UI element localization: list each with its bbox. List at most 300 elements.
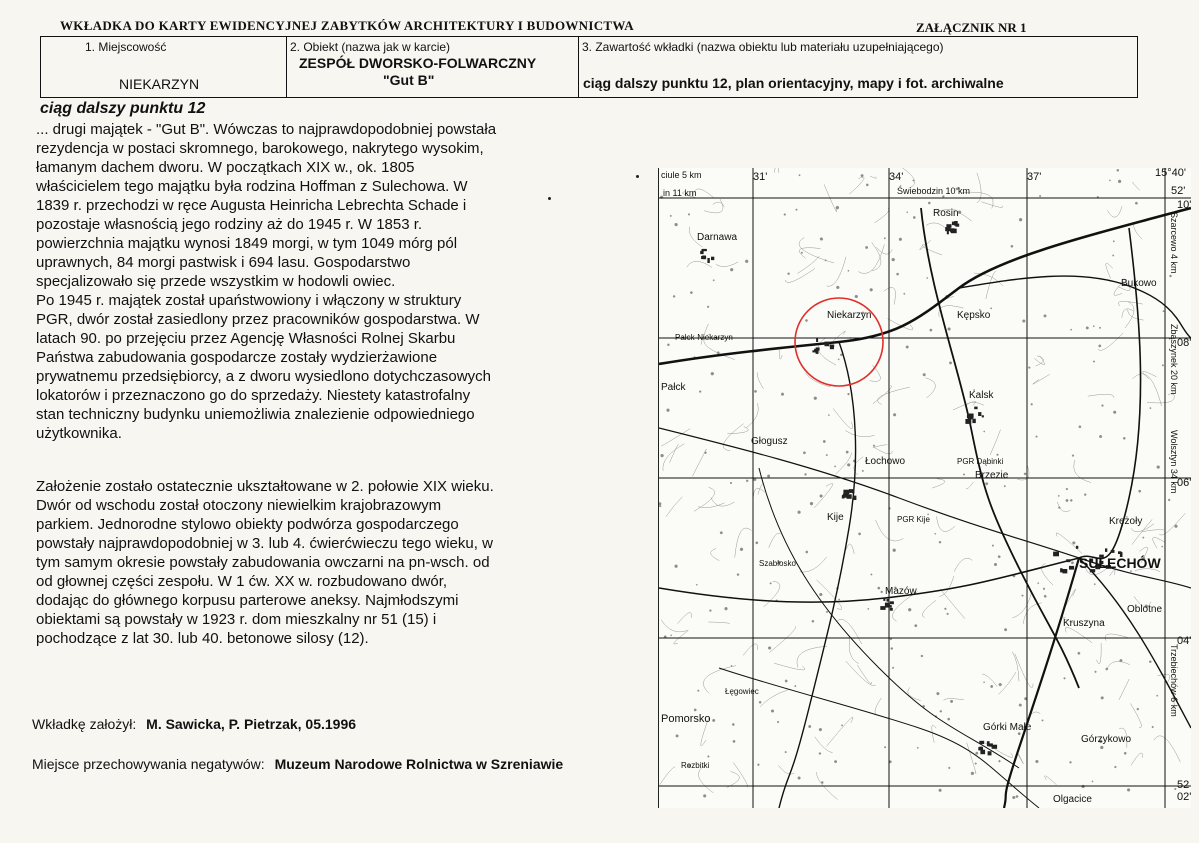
- vegetation-dot: [1024, 473, 1026, 475]
- vegetation-dot: [671, 635, 672, 636]
- text-line: powierzchnia majątku wynosi 1849 morgi, w tym 1049 mórg pól: [36, 235, 458, 252]
- vegetation-dot: [667, 344, 669, 346]
- vegetation-dot: [999, 683, 1002, 686]
- vegetation-dot: [848, 270, 849, 271]
- vegetation-dot: [891, 647, 893, 649]
- vegetation-dot: [730, 482, 732, 484]
- section-title: ciąg dalszy punktu 12: [40, 100, 206, 117]
- vegetation-dot: [1123, 437, 1125, 439]
- vegetation-dot: [1012, 796, 1015, 799]
- vegetation-dot: [1143, 537, 1145, 539]
- vegetation-dot: [712, 719, 715, 722]
- vegetation-dot: [841, 725, 842, 726]
- building-mark: [711, 257, 714, 260]
- vegetation-dot: [892, 667, 894, 669]
- text-line: Po 1945 r. majątek został upaństwowiony i włączony w struktury: [36, 292, 462, 309]
- vegetation-dot: [913, 180, 914, 181]
- vegetation-dot: [963, 474, 965, 476]
- vegetation-dot: [1084, 494, 1086, 496]
- vegetation-dot: [767, 475, 770, 478]
- vegetation-dot: [949, 362, 952, 365]
- building-mark: [842, 495, 846, 498]
- vegetation-dot: [935, 533, 936, 534]
- text-line: uprawnych, 84 morgi pastwisk i 694 lasu. Gospodarstwo: [36, 254, 411, 271]
- vegetation-dot: [733, 740, 735, 742]
- vegetation-dot: [1157, 466, 1160, 469]
- vegetation-dot: [1135, 202, 1137, 204]
- building-mark: [703, 257, 705, 260]
- map-edge-label: Trzebiechów 6 km: [1169, 644, 1179, 717]
- vegetation-dot: [1169, 275, 1171, 277]
- vegetation-dot: [732, 723, 734, 725]
- vegetation-dot: [770, 583, 772, 585]
- vegetation-dot: [930, 329, 932, 331]
- vegetation-dot: [892, 258, 895, 261]
- vegetation-dot: [707, 306, 709, 308]
- vegetation-dot: [709, 610, 711, 612]
- grid-label-right: 10': [1177, 199, 1191, 211]
- vegetation-dot: [1094, 584, 1095, 585]
- vegetation-dot: [1095, 671, 1097, 673]
- vegetation-dot: [1113, 411, 1116, 414]
- vegetation-dot: [848, 393, 850, 395]
- vegetation-dot: [826, 611, 828, 613]
- building-mark: [982, 415, 984, 417]
- author-line: [32, 716, 356, 732]
- vegetation-dot: [928, 202, 930, 204]
- place-label: Oblotne: [1127, 604, 1163, 615]
- vegetation-dot: [985, 482, 987, 484]
- vegetation-dot: [1004, 628, 1007, 631]
- vegetation-dot: [1120, 659, 1123, 662]
- vegetation-dot: [708, 756, 710, 758]
- vegetation-dot: [659, 502, 661, 505]
- text-line: Dwór od wschodu został otoczony niewielkim krajobrazowym: [36, 497, 442, 514]
- vegetation-dot: [806, 551, 808, 553]
- text-line: właścicielem tego majątku była rodzina Hoffman z Sulechowa. W: [36, 178, 468, 195]
- place-label: Łochowo: [865, 456, 906, 467]
- vegetation-dot: [838, 359, 839, 360]
- vegetation-dot: [997, 454, 999, 456]
- building-mark: [965, 419, 971, 424]
- vegetation-dot: [836, 286, 839, 289]
- vegetation-dot: [870, 288, 873, 291]
- vegetation-dot: [990, 308, 991, 309]
- vegetation-dot: [1163, 311, 1164, 312]
- vegetation-dot: [1106, 668, 1108, 670]
- vegetation-dot: [1112, 255, 1113, 256]
- vegetation-dot: [1019, 218, 1022, 221]
- vegetation-dot: [1099, 345, 1101, 347]
- text-line: Państwa zabudowania gospodarcze zostały wydzierżawione: [36, 349, 438, 366]
- vegetation-dot: [753, 478, 756, 481]
- vegetation-dot: [878, 587, 880, 589]
- vegetation-dot: [866, 184, 868, 186]
- place-label: Mazów: [885, 586, 917, 597]
- building-mark: [979, 747, 982, 751]
- vegetation-dot: [1118, 180, 1121, 183]
- vegetation-dot: [801, 252, 803, 254]
- place-label: Pałck-Niekarzyn: [675, 333, 733, 342]
- building-mark: [825, 342, 830, 347]
- vegetation-dot: [808, 725, 811, 728]
- place-label: PGR Dąbinki: [957, 457, 1004, 466]
- building-mark: [1053, 552, 1059, 557]
- building-mark: [853, 496, 857, 500]
- place-label: Krężoły: [1109, 516, 1143, 527]
- vegetation-dot: [1036, 760, 1039, 763]
- vegetation-dot: [1100, 746, 1103, 749]
- vegetation-dot: [999, 760, 1001, 762]
- vegetation-dot: [836, 206, 839, 209]
- building-mark: [812, 350, 815, 352]
- vegetation-dot: [948, 718, 950, 720]
- map-edge-label: Świebodzin 10 km: [897, 186, 971, 196]
- vegetation-dot: [1175, 525, 1178, 528]
- field-locality-value: NIEKARZYN: [119, 76, 200, 92]
- building-mark: [1069, 566, 1074, 570]
- building-mark: [702, 249, 707, 251]
- vegetation-dot: [805, 319, 807, 321]
- vegetation-dot: [937, 692, 940, 695]
- vegetation-dot: [862, 470, 864, 472]
- text-line: powstały najprawdopodobniej w 3. lub 4. ćwierćwieczu tego wieku, w: [36, 535, 493, 552]
- vegetation-dot: [1044, 595, 1046, 597]
- place-label: Olgacice: [1053, 794, 1092, 805]
- building-mark: [883, 598, 885, 601]
- vegetation-dot: [840, 354, 842, 356]
- vegetation-dot: [1058, 495, 1059, 496]
- building-mark: [1076, 546, 1078, 549]
- vegetation-dot: [1043, 588, 1045, 590]
- vegetation-dot: [670, 215, 672, 217]
- vegetation-dot: [697, 690, 699, 692]
- vegetation-dot: [1079, 426, 1081, 428]
- place-label: Niekarzyn: [827, 310, 872, 321]
- vegetation-dot: [855, 295, 858, 298]
- building-mark: [887, 599, 890, 602]
- building-mark: [890, 601, 894, 604]
- vegetation-dot: [871, 574, 872, 575]
- place-label: Kruszyna: [1063, 618, 1105, 629]
- vegetation-dot: [1093, 326, 1094, 327]
- building-mark: [945, 227, 950, 231]
- field-object-value-1: ZESPÓŁ DWORSKO-FOLWARCZNY: [299, 55, 537, 71]
- vegetation-dot: [1093, 361, 1095, 363]
- vegetation-dot: [1101, 697, 1104, 700]
- grid-label-right: 52': [1171, 185, 1186, 197]
- vegetation-dot: [834, 760, 837, 763]
- vegetation-dot: [1127, 789, 1130, 792]
- layout-paragraph: [36, 477, 576, 648]
- vegetation-dot: [1011, 245, 1013, 247]
- building-mark: [954, 221, 958, 226]
- text-line: 1839 r. przechodzi w ręce Augusta Heinricha Lebrechta Schade i: [36, 197, 467, 214]
- vegetation-dot: [983, 682, 984, 683]
- vegetation-dot: [884, 238, 886, 240]
- vegetation-dot: [907, 212, 908, 213]
- grid-label-right: 08': [1177, 337, 1191, 349]
- building-mark: [830, 345, 834, 350]
- vegetation-dot: [1168, 499, 1170, 501]
- building-mark: [843, 490, 849, 495]
- vegetation-dot: [828, 414, 829, 415]
- vegetation-dot: [858, 533, 860, 535]
- grid-label-top: 15°40': [1155, 168, 1186, 179]
- field-content-value: ciąg dalszy punktu 12, plan orientacyjny, mapy i fot. archiwalne: [583, 75, 1004, 91]
- field-object: [287, 37, 579, 97]
- text-line: użytkownika.: [36, 425, 122, 442]
- place-label: Brzezie: [975, 470, 1009, 481]
- author-label: Wkładkę założył:: [32, 716, 137, 732]
- vegetation-dot: [745, 260, 748, 263]
- vegetation-dot: [820, 495, 823, 498]
- text-line: obiektami są powstały w 1923 r. dom mieszkalny nr 51 (15) i: [36, 611, 437, 628]
- vegetation-dot: [1137, 708, 1139, 710]
- vegetation-dot: [756, 542, 758, 544]
- vegetation-dot: [781, 393, 784, 396]
- text-line: Założenie zostało ostatecznie ukształtowane w 2. połowie XIX wieku.: [36, 478, 494, 495]
- orientation-map: [658, 168, 1191, 808]
- vegetation-dot: [923, 373, 926, 376]
- vegetation-dot: [694, 709, 696, 711]
- vegetation-dot: [913, 216, 915, 218]
- vegetation-dot: [1174, 788, 1176, 790]
- vegetation-dot: [796, 209, 798, 211]
- building-mark: [707, 258, 709, 263]
- vegetation-dot: [737, 574, 739, 576]
- grid-label-top: 37': [1027, 171, 1042, 183]
- vegetation-dot: [940, 710, 942, 712]
- building-mark: [890, 608, 893, 611]
- vegetation-dot: [906, 346, 909, 349]
- vegetation-dot: [799, 174, 800, 175]
- building-mark: [974, 407, 977, 410]
- vegetation-dot: [944, 608, 946, 610]
- text-line: łamanym dachem dworu. W początkach XIX w., ok. 1805: [36, 159, 415, 176]
- vegetation-dot: [810, 502, 813, 505]
- map-edge-label: ciule 5 km: [661, 170, 702, 180]
- text-line: dodając do głównego korpusu parterowe aneksy. Najmłodszymi: [36, 592, 459, 609]
- text-line: latach 90. po przejęciu przez Agencję Własności Rolnej Skarbu: [36, 330, 456, 347]
- vegetation-dot: [990, 685, 992, 687]
- vegetation-dot: [1109, 180, 1110, 181]
- vegetation-dot: [746, 480, 748, 482]
- place-label: Rosin: [933, 208, 959, 219]
- vegetation-dot: [1066, 488, 1068, 490]
- place-label: Bukowo: [1121, 278, 1157, 289]
- vegetation-dot: [690, 291, 692, 293]
- place-label: Głogusz: [751, 436, 788, 447]
- vegetation-dot: [847, 463, 850, 466]
- negatives-line: [32, 756, 563, 772]
- vegetation-dot: [881, 591, 883, 593]
- building-mark: [852, 491, 854, 494]
- vegetation-dot: [1099, 435, 1102, 438]
- vegetation-dot: [904, 293, 905, 294]
- vegetation-dot: [1114, 766, 1116, 768]
- vegetation-dot: [927, 277, 928, 278]
- grid-label-right: 04': [1177, 635, 1191, 647]
- vegetation-dot: [1028, 367, 1030, 369]
- vegetation-dot: [720, 532, 723, 535]
- vegetation-dot: [1064, 677, 1066, 679]
- building-mark: [988, 751, 992, 755]
- building-mark: [1063, 569, 1068, 573]
- place-label: Darnawa: [697, 232, 738, 243]
- vegetation-dot: [1113, 241, 1114, 242]
- vegetation-dot: [948, 767, 950, 769]
- vegetation-dot: [1066, 499, 1068, 501]
- vegetation-dot: [846, 451, 848, 453]
- text-line: od głownej części zespołu. W 1 ćw. XX w. rozbudowano dwór,: [36, 573, 448, 590]
- vegetation-dot: [757, 764, 759, 766]
- vegetation-dot: [998, 556, 1000, 558]
- vegetation-dot: [1039, 195, 1041, 197]
- vegetation-dot: [939, 789, 942, 792]
- text-line: stan techniczny budynku uniemożliwia znalezienie odpowiedniego: [36, 406, 475, 423]
- building-mark: [880, 606, 885, 610]
- vegetation-dot: [717, 352, 719, 354]
- vegetation-dot: [768, 647, 771, 650]
- document-title: WKŁADKA DO KARTY EWIDENCYJNEJ ZABYTKÓW ARCHITEKTURY I BUDOWNICTWA: [60, 18, 634, 33]
- vegetation-dot: [713, 280, 714, 281]
- place-label: Pomorsko: [661, 713, 711, 725]
- building-mark: [967, 415, 971, 418]
- vegetation-dot: [976, 752, 978, 754]
- vegetation-dot: [1031, 403, 1033, 405]
- vegetation-dot: [805, 473, 807, 475]
- field-locality-label: 1. Miejscowość: [85, 40, 167, 54]
- building-mark: [1066, 559, 1070, 562]
- vegetation-dot: [673, 295, 675, 297]
- vegetation-dot: [865, 246, 867, 248]
- text-line: specjalizowało się przede wszystkim w hodowli owiec.: [36, 273, 396, 290]
- map-edge-label: Zbąszynek 20 km: [1169, 324, 1179, 395]
- vegetation-dot: [1070, 499, 1072, 501]
- place-label: PGR Kije: [897, 515, 930, 524]
- text-line: PGR, dwór został zasiedlony przez pracowników gospodarstwa. W: [36, 311, 480, 328]
- vegetation-dot: [759, 701, 761, 703]
- vegetation-dot: [740, 548, 743, 551]
- text-line: ... drugi majątek - "Gut B". Wówczas to najprawdopodobniej powstała: [36, 121, 497, 138]
- vegetation-dot: [1022, 595, 1024, 597]
- building-mark: [978, 412, 981, 416]
- vegetation-dot: [705, 452, 707, 454]
- text-line: rezydencja w postaci skromnego, barokowego, nakrytego wysokim,: [36, 140, 484, 157]
- text-line: parkiem. Jednorodne stylowo obiekty podwórza gospodarczego: [36, 516, 459, 533]
- vegetation-dot: [659, 505, 661, 507]
- vegetation-dot: [785, 751, 787, 753]
- field-content-label: 3. Zawartość wkładki (nazwa obiektu lub materiału uzupełniającego): [582, 40, 944, 54]
- vegetation-dot: [1162, 546, 1163, 547]
- grid-label-right: 06': [1177, 477, 1191, 489]
- text-line: pochodzące z lat 30. lub 40. betonowe silosy (12).: [36, 630, 369, 647]
- vegetation-dot: [1099, 327, 1101, 329]
- vegetation-dot: [1044, 315, 1047, 318]
- vegetation-dot: [1139, 490, 1141, 492]
- vegetation-dot: [861, 174, 864, 177]
- vegetation-dot: [1162, 365, 1164, 367]
- field-object-label: 2. Obiekt (nazwa jak w karcie): [290, 40, 451, 54]
- vegetation-dot: [838, 599, 839, 600]
- vegetation-dot: [1117, 169, 1119, 171]
- vegetation-dot: [994, 563, 997, 566]
- text-line: tym samym okresie powstały zabudowania owczarni na pn-wsch. od: [36, 554, 490, 571]
- vegetation-dot: [785, 680, 787, 682]
- vegetation-dot: [1102, 405, 1104, 407]
- vegetation-dot: [696, 584, 697, 585]
- vegetation-dot: [814, 397, 817, 400]
- vegetation-dot: [777, 721, 779, 723]
- vegetation-dot: [803, 452, 805, 454]
- vegetation-dot: [1019, 704, 1022, 707]
- vegetation-dot: [788, 273, 790, 275]
- vegetation-dot: [947, 613, 949, 615]
- vegetation-dot: [917, 747, 918, 748]
- place-label: Rozbitki: [681, 761, 710, 770]
- building-mark: [700, 251, 703, 254]
- map-edge-label: in 11 km: [663, 188, 697, 198]
- place-label: Kępsko: [957, 310, 991, 321]
- vegetation-dot: [948, 328, 951, 331]
- vegetation-dot: [795, 685, 797, 687]
- building-mark: [1111, 550, 1115, 553]
- vegetation-dot: [754, 390, 756, 392]
- building-mark: [888, 605, 890, 607]
- vegetation-dot: [820, 238, 823, 241]
- vegetation-dot: [819, 728, 822, 731]
- vegetation-dot: [1149, 661, 1151, 663]
- vegetation-dot: [675, 565, 678, 568]
- vegetation-dot: [984, 431, 985, 432]
- vegetation-dot: [676, 735, 679, 738]
- vegetation-dot: [826, 454, 828, 456]
- place-label: Pałck: [661, 382, 686, 393]
- vegetation-dot: [992, 545, 994, 547]
- building-mark: [950, 228, 954, 232]
- vegetation-dot: [784, 214, 786, 216]
- building-mark: [980, 750, 985, 755]
- negatives-label: Miejsce przechowywania negatywów:: [32, 756, 265, 772]
- vegetation-dot: [1152, 726, 1154, 728]
- place-label: Łęgowiec: [725, 687, 759, 696]
- building-mark: [816, 350, 819, 354]
- vegetation-dot: [873, 445, 875, 447]
- vegetation-dot: [819, 593, 822, 596]
- vegetation-dot: [688, 214, 690, 216]
- scan-dot: [548, 197, 551, 200]
- vegetation-dot: [823, 440, 825, 442]
- building-mark: [1060, 568, 1062, 572]
- vegetation-dot: [730, 268, 733, 271]
- vegetation-dot: [1038, 583, 1039, 584]
- field-locality: [41, 37, 287, 97]
- vegetation-dot: [950, 700, 953, 703]
- grid-label-top: 31': [753, 171, 768, 183]
- vegetation-dot: [975, 763, 977, 765]
- building-mark: [847, 494, 852, 499]
- vegetation-dot: [896, 273, 898, 275]
- building-mark: [816, 339, 818, 343]
- text-line: pozostaje własnością jego rodziny aż do 1945 r. W 1853 r.: [36, 216, 423, 233]
- topographic-map: [659, 168, 1191, 808]
- vegetation-dot: [893, 549, 896, 552]
- vegetation-dot: [711, 372, 714, 375]
- text-line: lokatorów i przeznaczono go do sprzedaży. Niestety katastrofalny: [36, 387, 471, 404]
- building-mark: [979, 741, 984, 744]
- header-bar: [40, 14, 1190, 38]
